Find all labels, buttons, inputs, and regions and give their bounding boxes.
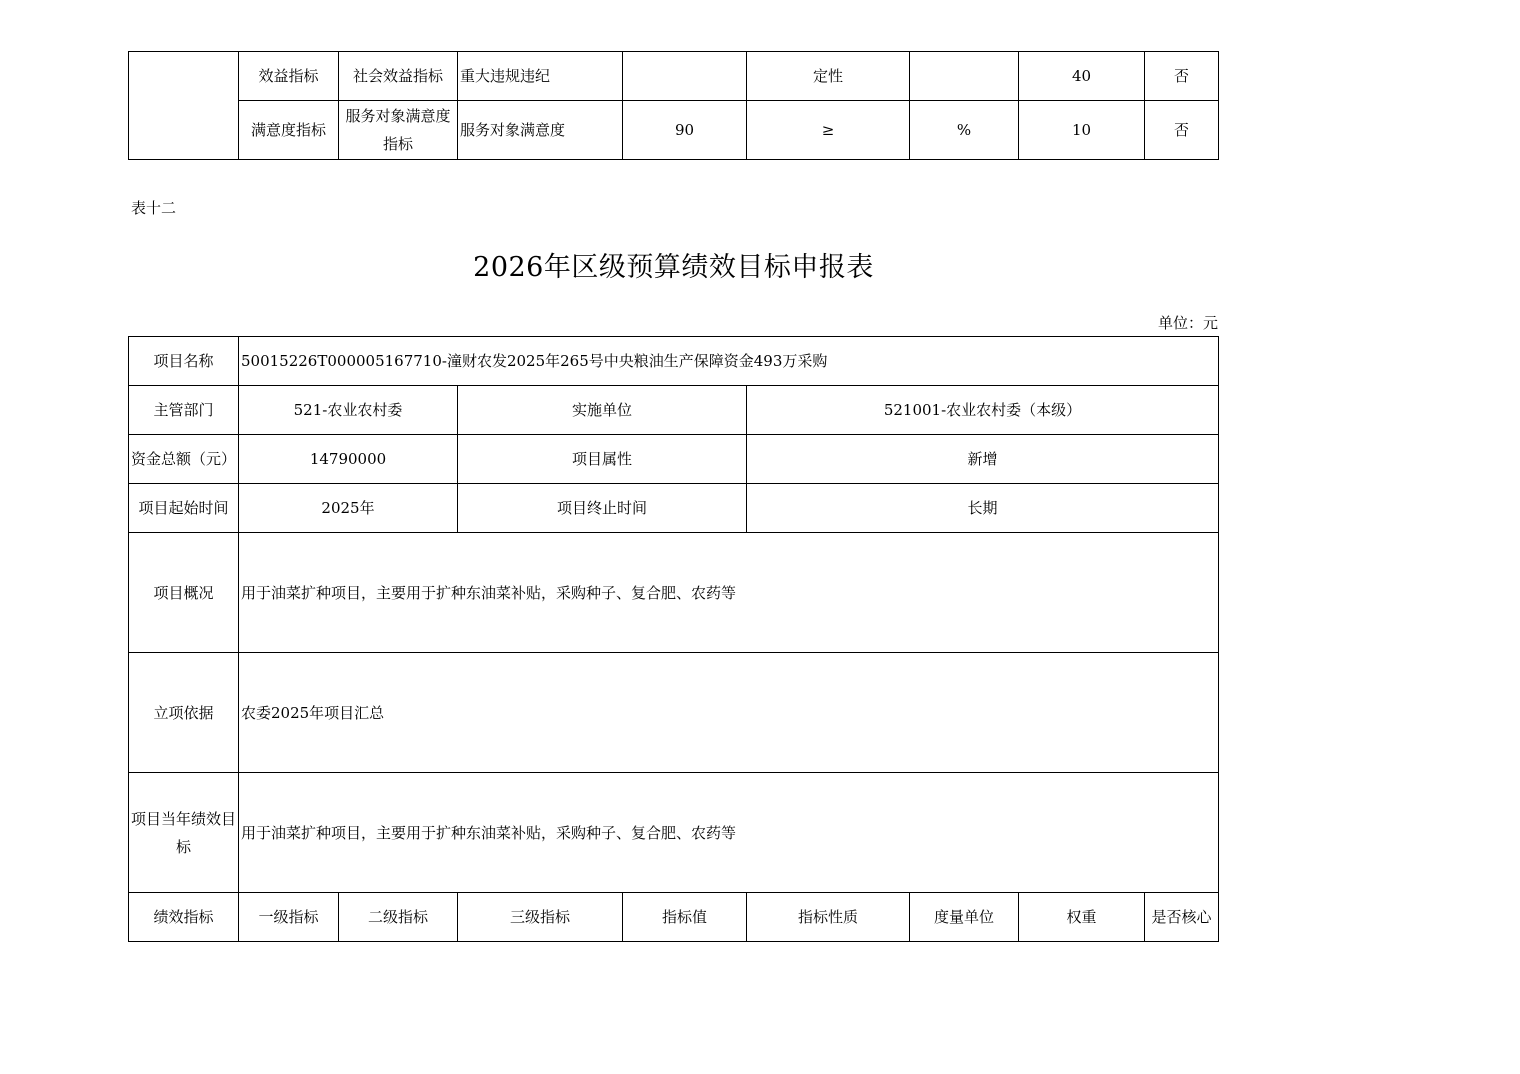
- page-title: 2026年区级预算绩效目标申报表: [473, 252, 874, 283]
- header-cell: 度量单位: [910, 893, 1019, 942]
- end-label: 项目终止时间: [458, 484, 747, 533]
- level1-cell: 效益指标: [239, 52, 339, 101]
- funds-label: 资金总额（元）: [129, 435, 239, 484]
- overview-label: 项目概况: [129, 533, 239, 653]
- core-cell: 否: [1145, 52, 1219, 101]
- header-cell: 是否核心: [1145, 893, 1219, 942]
- attr-label: 项目属性: [458, 435, 747, 484]
- blank-cell: [129, 52, 239, 160]
- basis-label: 立项依据: [129, 653, 239, 773]
- unit-cell: [910, 52, 1019, 101]
- level3-cell: 重大违规违纪: [458, 52, 623, 101]
- attr-value: 新增: [747, 435, 1219, 484]
- core-cell: 否: [1145, 101, 1219, 160]
- funds-value: 14790000: [239, 435, 458, 484]
- unit-cell: %: [910, 101, 1019, 160]
- level1-cell: 满意度指标: [239, 101, 339, 160]
- end-value: 长期: [747, 484, 1219, 533]
- header-cell: 指标性质: [747, 893, 910, 942]
- project-name-value: 50015226T000005167710-潼财农发2025年265号中央粮油生产保障资金493万采购: [239, 337, 1219, 386]
- header-cell: 权重: [1019, 893, 1145, 942]
- dept-value: 521-农业农村委: [239, 386, 458, 435]
- table-row: [129, 533, 1219, 653]
- project-name-label: 项目名称: [129, 337, 239, 386]
- header-cell: 一级指标: [239, 893, 339, 942]
- table-row: [129, 101, 1219, 160]
- impl-value: 521001-农业农村委（本级）: [747, 386, 1219, 435]
- indicator-header-row: [129, 893, 1219, 942]
- start-value: 2025年: [239, 484, 458, 533]
- impl-label: 实施单位: [458, 386, 747, 435]
- table-caption: 表十二: [131, 199, 177, 217]
- overview-value: 用于油菜扩种项目，主要用于扩种东油菜补贴，采购种子、复合肥、农药等: [239, 533, 1219, 653]
- header-cell: 二级指标: [339, 893, 458, 942]
- table-row: [129, 435, 1219, 484]
- dept-label: 主管部门: [129, 386, 239, 435]
- value-cell: 90: [623, 101, 747, 160]
- header-cell: 绩效指标: [129, 893, 239, 942]
- basis-value: 农委2025年项目汇总: [239, 653, 1219, 773]
- budget-target-table: [128, 336, 1219, 942]
- header-cell: 三级指标: [458, 893, 623, 942]
- table-row: [129, 773, 1219, 893]
- nature-cell: ≥: [747, 101, 910, 160]
- top-indicator-table: [128, 51, 1219, 160]
- value-cell: [623, 52, 747, 101]
- table-row: [129, 484, 1219, 533]
- weight-cell: 10: [1019, 101, 1145, 160]
- unit-label: 单位：元: [1157, 314, 1218, 332]
- nature-cell: 定性: [747, 52, 910, 101]
- goal-label: 项目当年绩效目标: [129, 773, 239, 893]
- weight-cell: 40: [1019, 52, 1145, 101]
- start-label: 项目起始时间: [129, 484, 239, 533]
- goal-value: 用于油菜扩种项目，主要用于扩种东油菜补贴，采购种子、复合肥、农药等: [239, 773, 1219, 893]
- table-row: [129, 52, 1219, 101]
- table-row: [129, 386, 1219, 435]
- level3-cell: 服务对象满意度: [458, 101, 623, 160]
- level2-cell: 服务对象满意度指标: [339, 101, 458, 160]
- table-row: [129, 653, 1219, 773]
- table-row: [129, 337, 1219, 386]
- level2-cell: 社会效益指标: [339, 52, 458, 101]
- header-cell: 指标值: [623, 893, 747, 942]
